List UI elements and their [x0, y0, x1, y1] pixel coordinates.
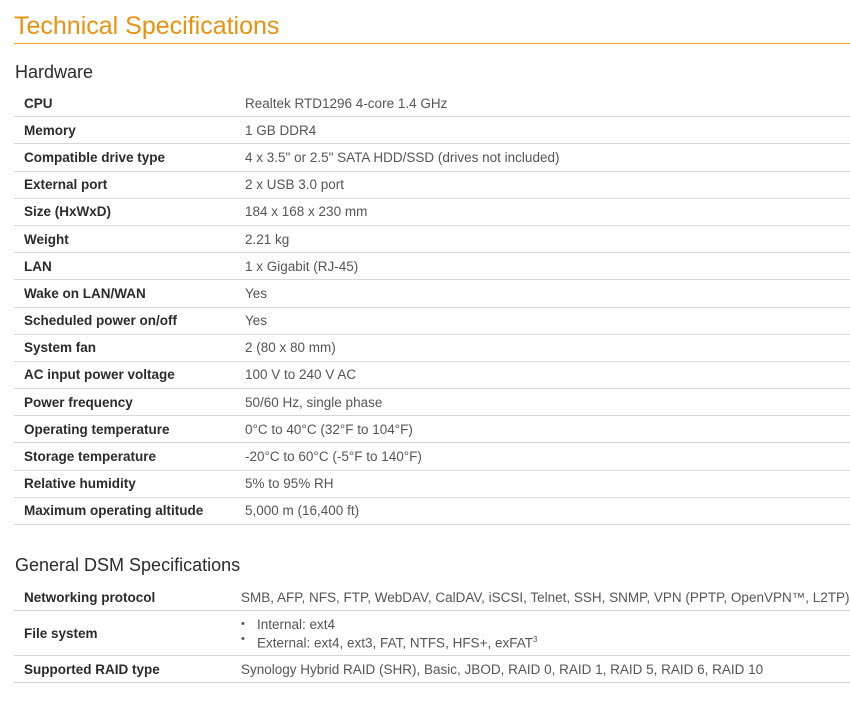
bullet-icon: •: [241, 633, 245, 645]
table-row: [14, 584, 850, 611]
spec-value: Yes: [245, 285, 268, 301]
table-row: [14, 117, 850, 144]
table-row: [14, 308, 850, 335]
spec-label: File system: [24, 625, 98, 641]
list-item: [241, 617, 537, 632]
list-item-text: External: ext4, ext3, FAT, NTFS, HFS+, exFAT: [257, 635, 533, 651]
table-row: [14, 389, 850, 416]
table-row: [14, 471, 850, 498]
spec-label: Wake on LAN/WAN: [24, 285, 146, 301]
hardware-heading: Hardware: [15, 62, 94, 82]
spec-label: Size (HxWxD): [24, 204, 112, 220]
table-row: [14, 253, 850, 280]
spec-value: 5,000 m (16,400 ft): [245, 503, 360, 519]
spec-label: Networking protocol: [24, 589, 156, 605]
spec-label: External port: [24, 177, 108, 193]
spec-value: Synology Hybrid RAID (SHR), Basic, JBOD, RAID 0, RAID 1, RAID 5, RAID 6, RAID 10: [241, 661, 764, 677]
dsm-heading: General DSM Specifications: [15, 555, 241, 575]
spec-value: SMB, AFP, NFS, FTP, WebDAV, CalDAV, iSCSI, Telnet, SSH, SNMP, VPN (PPTP, OpenVPN™, L2TP): [241, 589, 850, 605]
spec-label: Power frequency: [24, 394, 133, 410]
spec-label: Relative humidity: [24, 476, 136, 492]
spec-label: Maximum operating altitude: [24, 503, 204, 519]
spec-label: Scheduled power on/off: [24, 313, 178, 329]
spec-label: Operating temperature: [24, 421, 170, 437]
spec-value: 2.21 kg: [245, 231, 290, 247]
list-item: [241, 632, 537, 651]
spec-value: 5% to 95% RH: [245, 476, 334, 492]
spec-value: 184 x 168 x 230 mm: [245, 204, 368, 220]
spec-label: Weight: [24, 231, 69, 247]
table-row: [14, 144, 850, 171]
spec-value: 2 (80 x 80 mm): [245, 340, 336, 356]
table-row: [14, 335, 850, 362]
page-title: Technical Specifications: [14, 12, 280, 40]
bullet-list: [241, 617, 537, 651]
footnote-marker: 3: [532, 635, 538, 644]
spec-label: AC input power voltage: [24, 367, 175, 383]
bullet-icon: •: [241, 618, 245, 630]
hardware-spec-table: [14, 90, 850, 525]
table-row: [14, 416, 850, 443]
spec-label: LAN: [24, 258, 52, 274]
spec-value: [241, 617, 537, 651]
spec-value: 1 x Gigabit (RJ-45): [245, 258, 359, 274]
list-item-text: Internal: ext4: [257, 617, 336, 632]
spec-label: System fan: [24, 340, 97, 356]
title-divider: [14, 43, 850, 44]
spec-label: CPU: [24, 95, 53, 111]
spec-label: Supported RAID type: [24, 661, 160, 677]
spec-label: Memory: [24, 122, 76, 138]
spec-value: 1 GB DDR4: [245, 122, 317, 138]
table-row: [14, 443, 850, 470]
table-row: [14, 611, 850, 656]
table-row: [14, 280, 850, 307]
spec-value: Yes: [245, 313, 268, 329]
table-row: [14, 656, 850, 683]
table-row: [14, 498, 850, 525]
spec-value: 2 x USB 3.0 port: [245, 177, 345, 193]
table-row: [14, 226, 850, 253]
spec-value: 100 V to 240 V AC: [245, 367, 357, 383]
spec-label: Storage temperature: [24, 449, 157, 465]
spec-value: 0°C to 40°C (32°F to 104°F): [245, 421, 413, 437]
spec-value: 4 x 3.5" or 2.5" SATA HDD/SSD (drives not included): [245, 149, 560, 165]
spec-label: Compatible drive type: [24, 149, 166, 165]
table-row: [14, 172, 850, 199]
spec-value: -20°C to 60°C (-5°F to 140°F): [245, 449, 422, 465]
table-row: [14, 90, 850, 117]
spec-value: 50/60 Hz, single phase: [245, 394, 383, 410]
dsm-spec-table: [14, 584, 850, 683]
table-row: [14, 362, 850, 389]
spec-value: Realtek RTD1296 4-core 1.4 GHz: [245, 95, 448, 111]
table-row: [14, 199, 850, 226]
